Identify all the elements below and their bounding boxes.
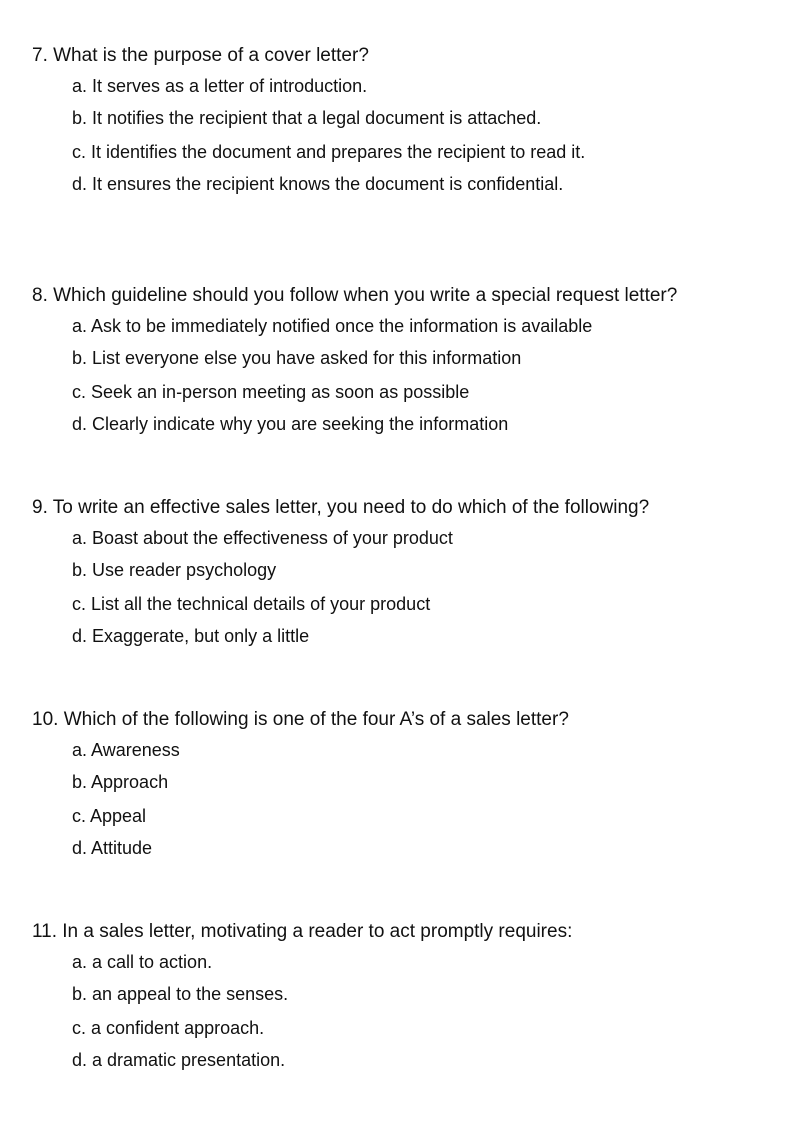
question-text: 11. In a sales letter, motivating a reader to act promptly requires: — [32, 921, 573, 942]
option-a: a. Awareness — [72, 740, 180, 760]
question-text: 9. To write an effective sales letter, you need to do which of the following? — [32, 497, 650, 518]
option-c: c. a confident approach. — [72, 1018, 265, 1038]
option-b: b. List everyone else you have asked for this information — [72, 348, 522, 368]
question-text: 7. What is the purpose of a cover letter? — [32, 45, 369, 66]
option-d: d. Exaggerate, but only a little — [72, 626, 310, 646]
question-7 — [32, 45, 772, 194]
question-text: 10. Which of the following is one of the four A’s of a sales letter? — [32, 709, 569, 730]
option-a: a. a call to action. — [72, 952, 213, 972]
option-d: d. a dramatic presentation. — [72, 1050, 286, 1070]
question-9 — [32, 497, 772, 646]
option-c: c. List all the technical details of your product — [72, 594, 431, 614]
option-d: d. Clearly indicate why you are seeking the information — [72, 414, 509, 434]
question-text: 8. Which guideline should you follow when you write a special request letter? — [32, 285, 678, 306]
option-a: a. Ask to be immediately notified once the information is available — [72, 316, 593, 336]
option-b: b. It notifies the recipient that a legal document is attached. — [72, 108, 542, 128]
option-b: b. Approach — [72, 772, 169, 792]
option-a: a. Boast about the effectiveness of your product — [72, 528, 453, 548]
option-c: c. It identifies the document and prepares the recipient to read it. — [72, 142, 586, 162]
option-a: a. It serves as a letter of introduction. — [72, 76, 368, 96]
question-8 — [32, 285, 772, 434]
option-b: b. Use reader psychology — [72, 560, 277, 580]
question-10 — [32, 709, 772, 858]
option-c: c. Seek an in-person meeting as soon as possible — [72, 382, 470, 402]
option-b: b. an appeal to the senses. — [72, 984, 289, 1004]
option-d: d. Attitude — [72, 838, 153, 858]
question-11 — [32, 921, 772, 1070]
option-c: c. Appeal — [72, 806, 147, 826]
option-d: d. It ensures the recipient knows the document is confidential. — [72, 174, 564, 194]
